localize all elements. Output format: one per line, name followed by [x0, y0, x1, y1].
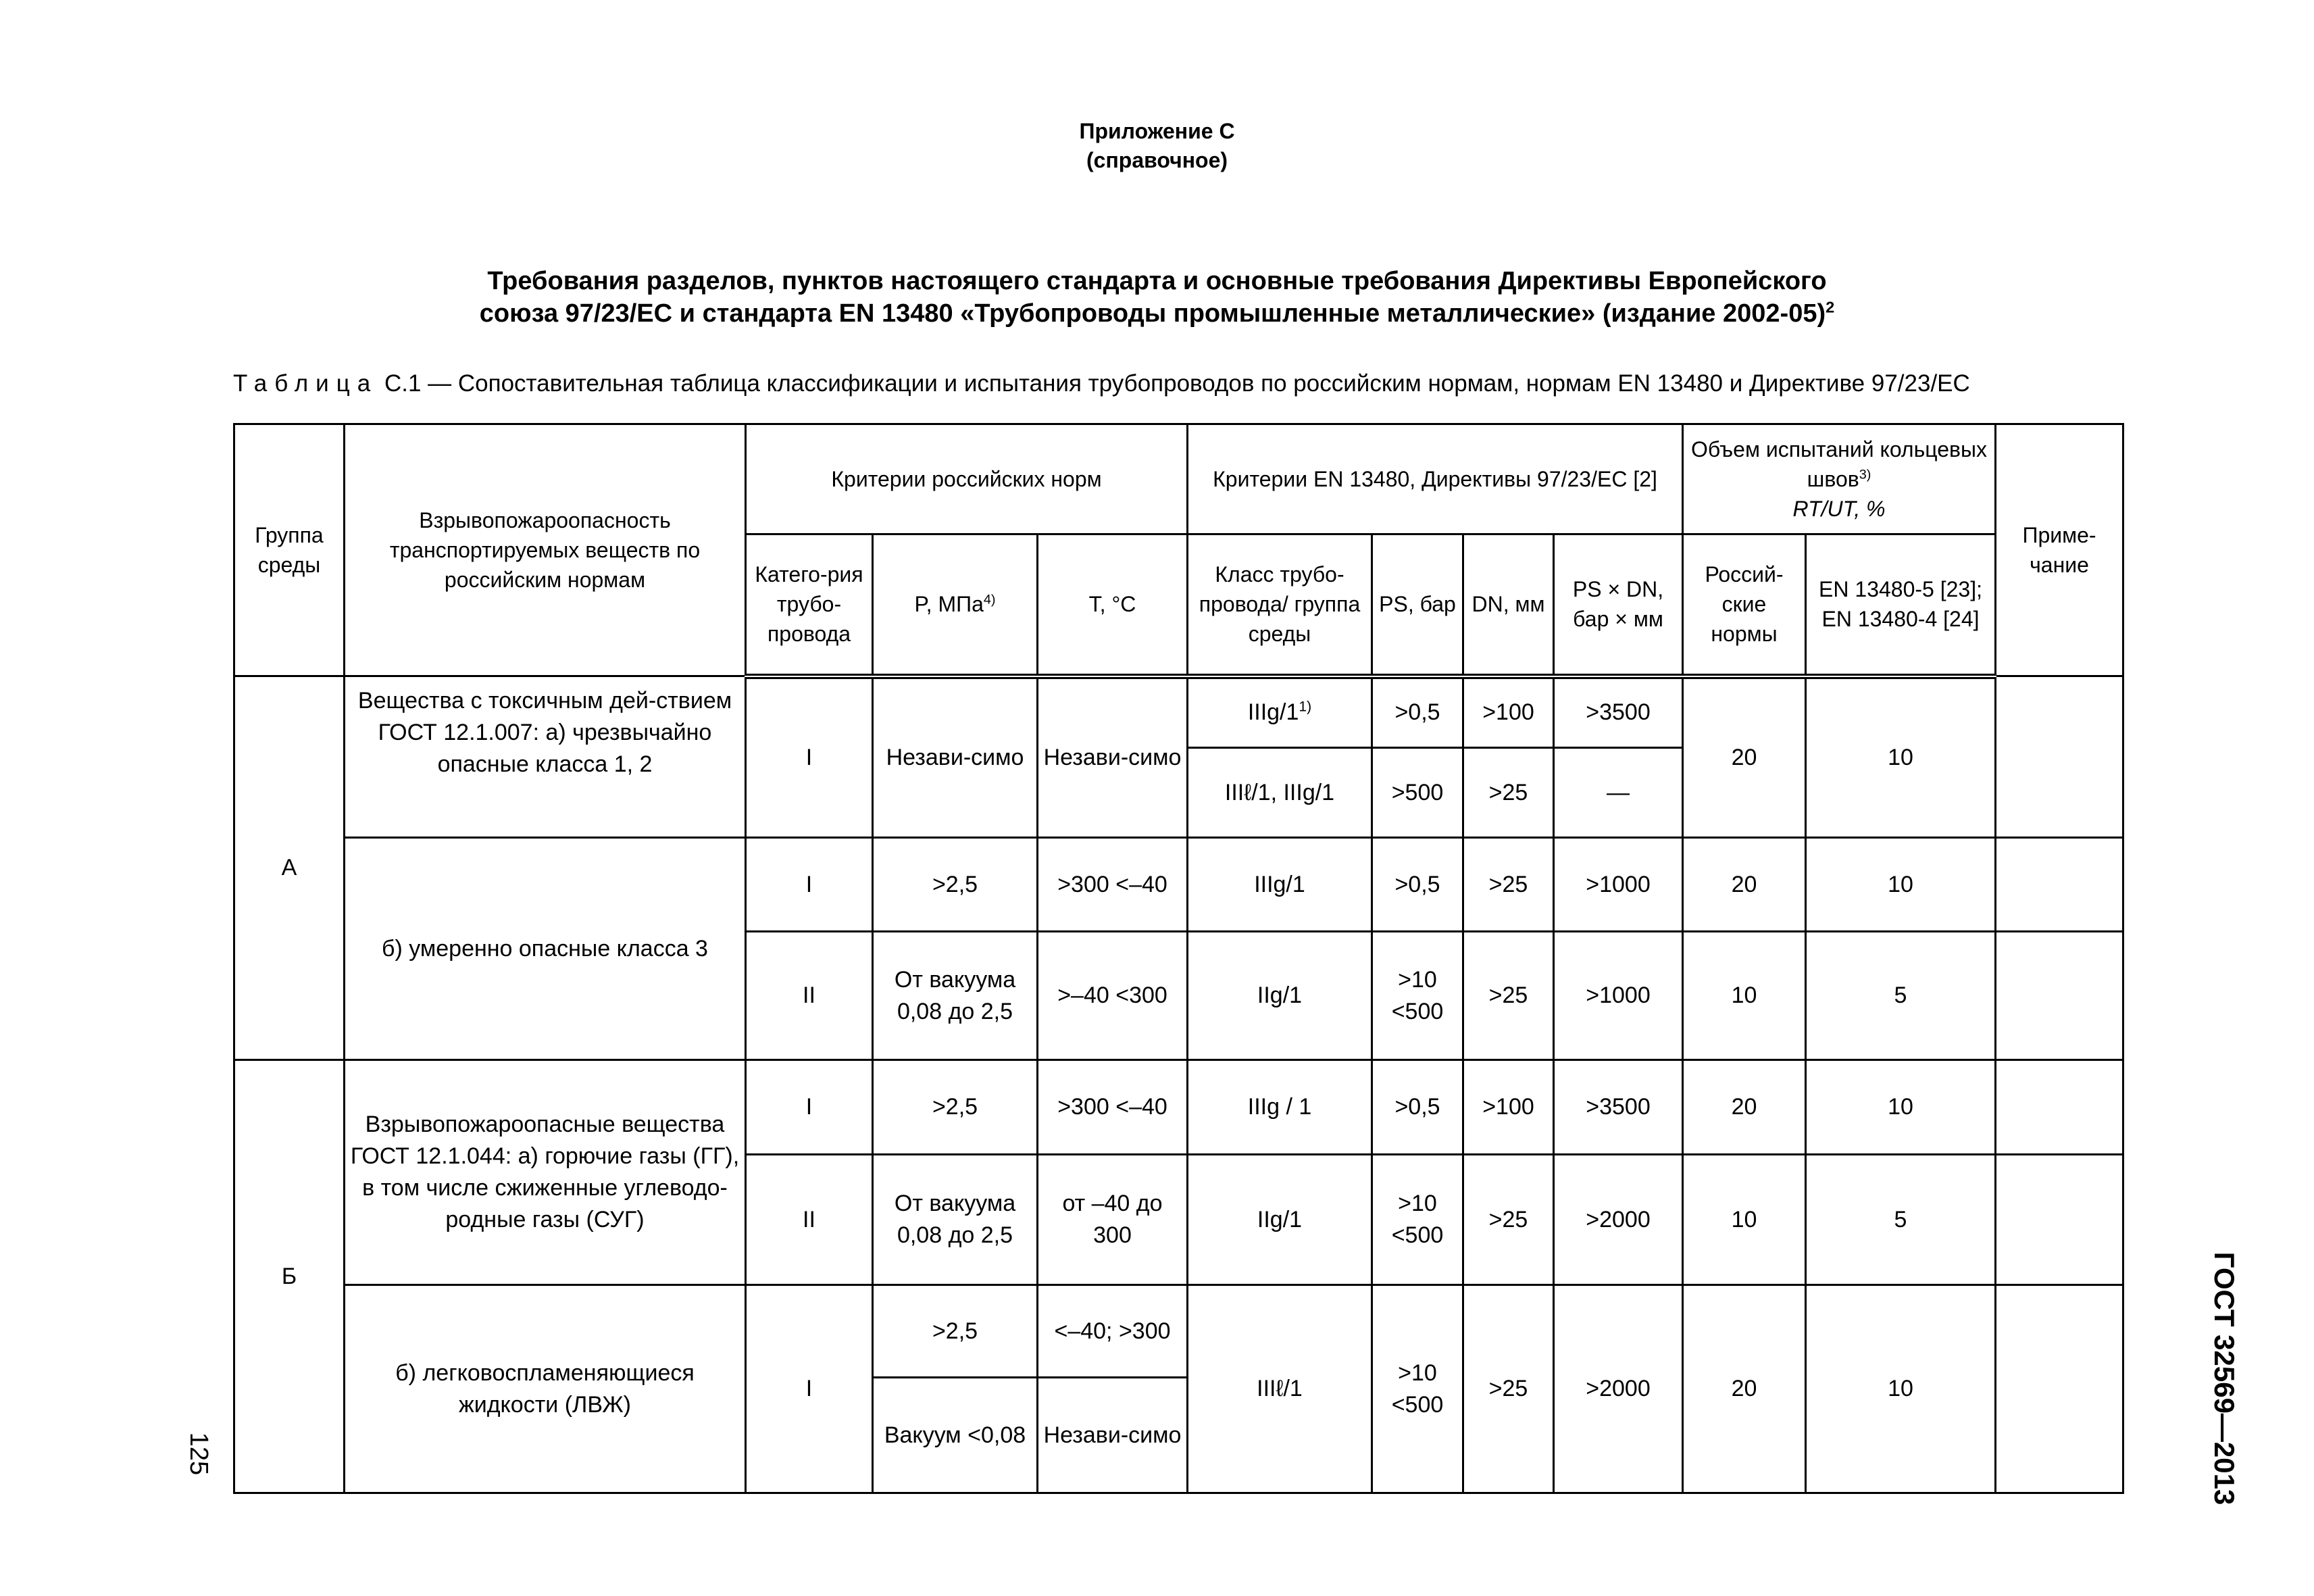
table-caption-text: С.1 — Сопоставительная таблица классификации и испытания трубопроводов по российским нормам, нормам EN 13480 и Директиве 97/23/ЕС: [384, 370, 1970, 397]
table-row: [234, 1285, 2123, 1378]
pressure-cell: От вакуума 0,08 до 2,5: [873, 932, 1038, 1060]
col-header-ru-criteria: Критерии российских норм: [746, 424, 1188, 534]
hazard-cell: б) умеренно опасные класса 3: [345, 838, 746, 1060]
heading-line-2: [0, 297, 2314, 330]
class-cell: IIIg / 1: [1188, 1060, 1372, 1155]
col-header-note: Приме-чание: [1996, 424, 2123, 676]
ps-cell: >10 <500: [1372, 932, 1463, 1060]
category-cell: I: [746, 1285, 873, 1493]
table-caption-label: Таблица: [233, 370, 378, 397]
temperature-cell: >–40 <300: [1038, 932, 1188, 1060]
pressure-cell: >2,5: [873, 1060, 1038, 1155]
ru-volume-cell: 20: [1683, 838, 1806, 932]
temperature-cell: Незави-симо: [1038, 676, 1188, 838]
en-volume-cell: 10: [1806, 838, 1996, 932]
col-header-dn: DN, мм: [1463, 534, 1554, 676]
class-cell: IIIℓ/1: [1188, 1285, 1372, 1493]
class-cell: IIIℓ/1, IIIg/1: [1188, 748, 1372, 838]
table-caption: [233, 370, 1970, 397]
pressure-cell: >2,5: [873, 1285, 1038, 1378]
group-b-label: Б: [234, 1060, 345, 1493]
dn-cell: >25: [1463, 1285, 1554, 1493]
ru-volume-cell: 10: [1683, 932, 1806, 1060]
category-cell: II: [746, 1155, 873, 1285]
pressure-cell: Незави-симо: [873, 676, 1038, 838]
note-cell: [1996, 838, 2123, 932]
ru-volume-cell: 20: [1683, 676, 1806, 838]
psdn-cell: —: [1554, 748, 1683, 838]
page-number: 125: [184, 1432, 213, 1476]
group-a-label: А: [234, 676, 345, 1060]
col-header-p: [873, 534, 1038, 676]
temperature-cell: >300 <–40: [1038, 1060, 1188, 1155]
ps-cell: >10 <500: [1372, 1155, 1463, 1285]
class-cell: IIIg/1: [1188, 838, 1372, 932]
ps-cell: >10 <500: [1372, 1285, 1463, 1493]
ps-cell: >0,5: [1372, 1060, 1463, 1155]
col-header-psdn: PS × DN, бар × мм: [1554, 534, 1683, 676]
note-cell: [1996, 1155, 2123, 1285]
note-cell: [1996, 932, 2123, 1060]
ps-cell: >0,5: [1372, 838, 1463, 932]
class-cell: IIg/1: [1188, 932, 1372, 1060]
en-volume-cell: 5: [1806, 932, 1996, 1060]
ps-cell: >0,5: [1372, 676, 1463, 748]
heading-line-2-text: союза 97/23/ЕС и стандарта EN 13480 «Трубопроводы промышленные металлические» (издание 2002-05): [479, 299, 1826, 328]
col-header-class: Класс трубо-провода/ группа среды: [1188, 534, 1372, 676]
p-footnote: 4): [983, 592, 996, 607]
table-row: [234, 838, 2123, 932]
table-row: [234, 1060, 2123, 1155]
heading-footnote-mark: 2: [1826, 298, 1835, 316]
class-cell: [1188, 676, 1372, 748]
dn-cell: >25: [1463, 748, 1554, 838]
temperature-cell: <–40; >300: [1038, 1285, 1188, 1378]
note-cell: [1996, 1060, 2123, 1155]
ru-volume-cell: 20: [1683, 1285, 1806, 1493]
category-cell: I: [746, 676, 873, 838]
col-header-volume: [1683, 424, 1996, 534]
ru-volume-cell: 10: [1683, 1155, 1806, 1285]
col-header-ru-norms: Россий-ские нормы: [1683, 534, 1806, 676]
class-cell: IIg/1: [1188, 1155, 1372, 1285]
col-header-hazard: Взрывопожароопасность транспортируемых веществ по российским нормам: [345, 424, 746, 676]
temperature-cell: от –40 до 300: [1038, 1155, 1188, 1285]
heading-line-1: Требования разделов, пунктов настоящего стандарта и основные требования Директивы Европейского: [487, 267, 1827, 295]
category-cell: I: [746, 1060, 873, 1155]
class-footnote: 1): [1299, 699, 1312, 715]
dn-cell: >100: [1463, 676, 1554, 748]
table-row: [234, 676, 2123, 748]
category-cell: II: [746, 932, 873, 1060]
en-volume-cell: 5: [1806, 1155, 1996, 1285]
col-header-group: Группа среды: [234, 424, 345, 676]
psdn-cell: >2000: [1554, 1155, 1683, 1285]
en-volume-cell: 10: [1806, 676, 1996, 838]
pressure-cell: Вакуум <0,08: [873, 1378, 1038, 1493]
p-label: P, МПа: [914, 592, 984, 617]
hazard-cell: Взрывопожароопасные вещества ГОСТ 12.1.044: а) горючие газы (ГГ), в том числе сжиженные углеводо-родные газы (СУГ): [345, 1060, 746, 1285]
pressure-cell: >2,5: [873, 838, 1038, 932]
header-row-1: [234, 424, 2123, 534]
ps-cell: >500: [1372, 748, 1463, 838]
temperature-cell: Незави-симо: [1038, 1378, 1188, 1493]
dn-cell: >25: [1463, 1155, 1554, 1285]
psdn-cell: >3500: [1554, 1060, 1683, 1155]
psdn-cell: >1000: [1554, 838, 1683, 932]
col-header-en-criteria: Критерии EN 13480, Директивы 97/23/ЕС [2]: [1188, 424, 1683, 534]
appendix-subtitle: (справочное): [1086, 148, 1228, 172]
dn-cell: >25: [1463, 838, 1554, 932]
psdn-cell: >1000: [1554, 932, 1683, 1060]
psdn-cell: >2000: [1554, 1285, 1683, 1493]
en-volume-cell: 10: [1806, 1060, 1996, 1155]
class-value: IIIg/1: [1247, 699, 1299, 726]
col-header-category: Катего-рия трубо-провода: [746, 534, 873, 676]
volume-label: Объем испытаний кольцевых швов: [1691, 437, 1988, 491]
hazard-cell: б) легковоспламеняющиеся жидкости (ЛВЖ): [345, 1285, 746, 1493]
dn-cell: >100: [1463, 1060, 1554, 1155]
comparison-table: [233, 423, 2124, 1494]
document-code: ГОСТ 32569—2013: [2209, 1251, 2240, 1505]
appendix-title: Приложение С: [1079, 119, 1235, 143]
hazard-cell: Вещества с токсичным дей-ствием ГОСТ 12.1.007: а) чрезвычайно опасные класса 1, 2: [345, 676, 746, 838]
category-cell: I: [746, 838, 873, 932]
volume-footnote: 3): [1859, 467, 1871, 482]
note-cell: [1996, 676, 2123, 838]
volume-unit: RT/UT, %: [1792, 497, 1886, 522]
note-cell: [1996, 1285, 2123, 1493]
dn-cell: >25: [1463, 932, 1554, 1060]
psdn-cell: >3500: [1554, 676, 1683, 748]
pressure-cell: От вакуума 0,08 до 2,5: [873, 1155, 1038, 1285]
en-volume-cell: 10: [1806, 1285, 1996, 1493]
col-header-t: T, °С: [1038, 534, 1188, 676]
col-header-ps: PS, бар: [1372, 534, 1463, 676]
temperature-cell: >300 <–40: [1038, 838, 1188, 932]
col-header-en-tests: EN 13480-5 [23]; EN 13480-4 [24]: [1806, 534, 1996, 676]
ru-volume-cell: 20: [1683, 1060, 1806, 1155]
